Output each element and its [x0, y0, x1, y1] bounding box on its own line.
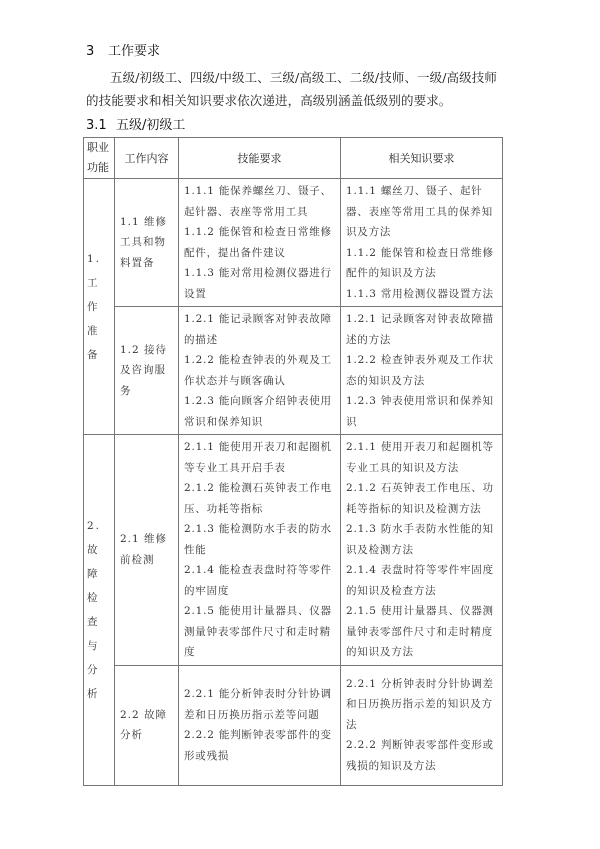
knowledge-item: 2.1.2 石英钟表工作电压、功耗等指标的知识及检测方法	[346, 482, 494, 515]
skills-cell	[179, 435, 341, 666]
table-header-row	[84, 138, 503, 179]
table-row	[84, 665, 503, 785]
table-row	[84, 179, 503, 307]
knowledge-item: 1.2.2 检查钟表外观及工作状态的知识及方法	[346, 354, 494, 387]
knowledge-item: 2.1.5 使用计量器具、仪器测量钟表零部件尺寸和走时精度的知识及方法	[346, 605, 494, 658]
table-row	[84, 435, 503, 666]
header-knowledge: 相关知识要求	[341, 138, 503, 179]
skill-item: 1.2.2 能检查钟表的外观及工作状态并与顾客确认	[184, 354, 332, 387]
section-title: 工作要求	[108, 44, 161, 59]
skill-item: 1.2.3 能向顾客介绍钟表使用常识和保养知识	[184, 395, 332, 428]
skill-item: 1.2.1 能记录顾客对钟表故障的描述	[184, 313, 332, 346]
content-cell: 2.2 故障分析	[115, 665, 179, 785]
skill-item: 2.1.5 能使用计量器具、仪器测量钟表零部件尺寸和走时精度	[184, 605, 332, 658]
knowledge-item: 1.1.2 能保管和检查日常维修配件的知识及方法	[346, 246, 494, 279]
function-cell: 1. 工作准备	[84, 179, 115, 435]
requirements-table	[83, 137, 503, 786]
skill-item: 1.1.2 能保管和检查日常维修配件，提出备件建议	[184, 226, 332, 259]
knowledge-item: 1.1.1 螺丝刀、镊子、起针器、表座等常用工具的保养知识及方法	[346, 185, 493, 238]
subsection-heading	[86, 114, 185, 133]
skill-item: 2.2.1 能分析钟表时分针协调差和日历换历指示差等问题	[184, 688, 332, 721]
knowledge-item: 2.2.2 判断钟表零部件变形或残损的知识及方法	[346, 739, 494, 772]
knowledge-item: 2.1.1 使用开表刀和起圈机等专业工具的知识及方法	[346, 441, 494, 474]
subsection-number: 3.1	[86, 118, 107, 133]
knowledge-item: 2.1.3 防水手表防水性能的知识及检测方法	[346, 523, 494, 556]
section-paragraph: 五级/初级工、四级/中级工、三级/高级工、二级/技师、一级/高级技师的技能要求和相关知识要求依次递进，高级别涵盖低级别的要求。	[86, 70, 497, 108]
skill-item: 2.2.2 能判断钟表零部件的变形或残损	[184, 729, 332, 762]
content-cell: 1.2 接待及咨询服务	[115, 307, 179, 435]
skill-item: 2.1.1 能使用开表刀和起圈机等专业工具开启手表	[184, 441, 332, 474]
section-heading	[86, 40, 160, 59]
skill-item: 1.1.1 能保养螺丝刀、镊子、起针器、表座等常用工具	[184, 185, 332, 218]
knowledge-item: 1.1.3 常用检测仪器设置方法	[346, 287, 494, 300]
skill-item: 2.1.4 能检查表盘时符等零件的牢固度	[184, 564, 332, 597]
knowledge-cell	[341, 665, 503, 785]
header-content: 工作内容	[115, 138, 179, 179]
section-number: 3	[86, 44, 95, 59]
subsection-title: 五级/初级工	[116, 118, 186, 133]
knowledge-cell	[341, 435, 503, 666]
skill-item: 2.1.3 能检测防水手表的防水性能	[184, 523, 332, 556]
skill-item: 2.1.2 能检测石英钟表工作电压、功耗等指标	[184, 482, 332, 515]
knowledge-cell	[341, 307, 503, 435]
knowledge-item: 1.2.1 记录顾客对钟表故障描述的方法	[346, 313, 494, 346]
header-function: 职业功能	[84, 138, 115, 179]
skill-item: 1.1.3 能对常用检测仪器进行设置	[184, 267, 332, 300]
knowledge-cell	[341, 179, 503, 307]
header-skills: 技能要求	[179, 138, 341, 179]
skills-cell	[179, 179, 341, 307]
skills-cell	[179, 665, 341, 785]
function-cell: 2. 故障检查与分析	[84, 435, 115, 786]
knowledge-item: 1.2.3 钟表使用常识和保养知识	[346, 395, 494, 428]
content-cell: 2.1 维修前检测	[115, 435, 179, 666]
knowledge-item: 2.1.4 表盘时符等零件牢固度的知识及检查方法	[346, 564, 494, 597]
knowledge-item: 2.2.1 分析钟表时分针协调差和日历换历指示差的知识及方法	[346, 677, 494, 731]
skills-cell	[179, 307, 341, 435]
table-row	[84, 307, 503, 435]
content-cell: 1.1 维修工具和物料置备	[115, 179, 179, 307]
